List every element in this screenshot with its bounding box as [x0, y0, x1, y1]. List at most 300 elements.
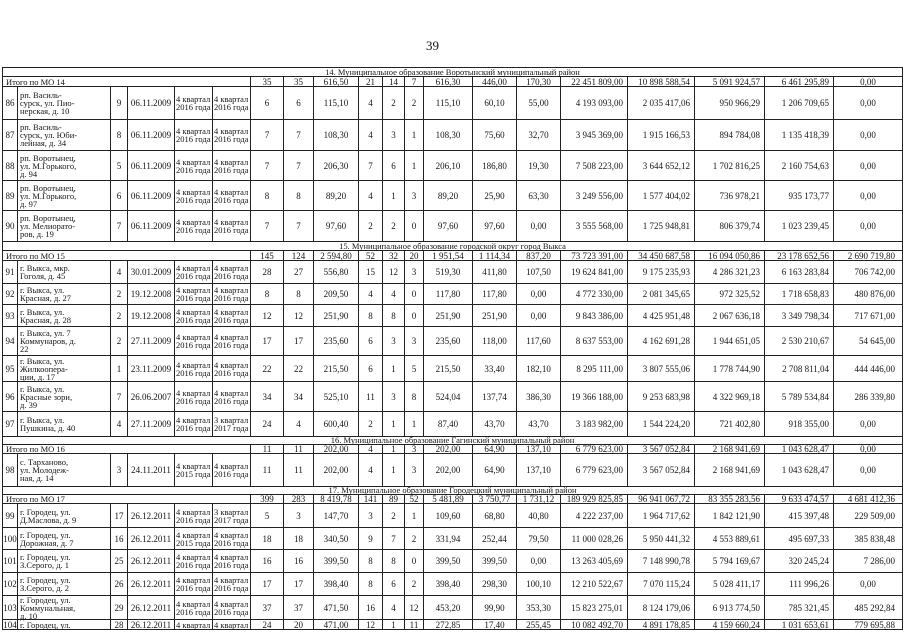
value-cell: 11 [359, 382, 383, 412]
start-period: 4 квартал 2016 года [175, 87, 213, 120]
total-label: Итого по МО 17 [3, 495, 251, 504]
value-cell: 96 941 067,72 [628, 495, 695, 504]
row-number: 98 [3, 454, 18, 487]
housing-program-table [2, 67, 903, 630]
value-cell: 64,90 [473, 445, 517, 454]
value-cell: 0 [405, 211, 424, 242]
value-cell: 87,40 [424, 412, 473, 437]
value-cell: 89 [383, 495, 405, 504]
document-number: 7 [111, 211, 128, 242]
value-cell: 721 402,80 [695, 412, 765, 437]
value-cell: 8 [359, 550, 383, 573]
value-cell: 19 366 188,00 [561, 382, 628, 412]
value-cell: 11 [405, 620, 424, 630]
value-cell: 43,70 [517, 412, 561, 437]
row-number: 99 [3, 504, 18, 528]
value-cell: 8 124 179,06 [628, 596, 695, 620]
value-cell: 4 [359, 181, 383, 211]
end-period: 4 квартал 2016 года [213, 528, 251, 550]
end-period: 4 квартал 2016 года [213, 305, 251, 327]
end-period: 4 квартал 2016 года [213, 454, 251, 487]
value-cell: 108,30 [424, 120, 473, 151]
end-period: 4 квартал 2016 года [213, 151, 251, 181]
section-title: 14. Муниципальное образование Воротынский муниципальный район [3, 68, 903, 77]
row-number: 87 [3, 120, 18, 151]
address-cell: с. Тарханово, ул. Молодеж- ная, д. 14 [18, 454, 111, 487]
value-cell: 706 742,00 [834, 261, 903, 284]
value-cell: 331,94 [424, 528, 473, 550]
value-cell: 3 644 652,12 [628, 151, 695, 181]
document-number: 29 [111, 596, 128, 620]
value-cell: 4 162 691,28 [628, 327, 695, 356]
value-cell: 1 031 653,61 [765, 620, 834, 630]
value-cell: 60,10 [473, 87, 517, 120]
start-period: 4 квартал [175, 620, 213, 630]
row-number: 95 [3, 356, 18, 382]
value-cell: 2 594,80 [314, 251, 359, 261]
address-cell: рп. Василь- сурск, ул. Пио- нерская, д. 10 [18, 87, 111, 120]
value-cell: 124 [284, 251, 314, 261]
value-cell: 4 322 969,18 [695, 382, 765, 412]
start-period: 4 квартал 2015 года [175, 454, 213, 487]
value-cell: 11 [284, 454, 314, 487]
value-cell: 4 [359, 454, 383, 487]
value-cell: 25,90 [473, 181, 517, 211]
value-cell: 2 160 754,63 [765, 151, 834, 181]
value-cell: 1 731,12 [517, 495, 561, 504]
value-cell: 1 964 717,62 [628, 504, 695, 528]
value-cell: 12 [359, 620, 383, 630]
value-cell: 252,44 [473, 528, 517, 550]
document-date: 06.11.2009 [128, 87, 175, 120]
value-cell: 2 035 417,06 [628, 87, 695, 120]
value-cell: 170,30 [517, 77, 561, 87]
row-number: 91 [3, 261, 18, 284]
row-number: 104 [3, 619, 17, 630]
address-cell: рп. Воротынец, ул. Мелиорато- ров, д. 19 [18, 211, 111, 242]
value-cell: 3 249 556,00 [561, 181, 628, 211]
value-cell: 0,00 [834, 77, 903, 87]
value-cell: 20 [405, 251, 424, 261]
value-cell: 398,40 [424, 573, 473, 596]
value-cell: 89,20 [424, 181, 473, 211]
value-cell: 0,00 [834, 445, 903, 454]
value-cell: 3 [405, 181, 424, 211]
address-cell: г. Городец, ул. Коммунальная, д. 10 [18, 596, 111, 620]
value-cell: 63,30 [517, 181, 561, 211]
value-cell: 525,10 [314, 382, 359, 412]
value-cell: 1 135 418,39 [765, 120, 834, 151]
document-date: 26.12.2011 [128, 504, 175, 528]
document-date: 27.11.2009 [128, 412, 175, 437]
value-cell: 1 944 651,05 [695, 327, 765, 356]
value-cell: 52 [405, 495, 424, 504]
value-cell: 1 [383, 620, 405, 630]
row-number: 101 [3, 550, 18, 573]
value-cell: 806 379,74 [695, 211, 765, 242]
value-cell: 0,00 [517, 211, 561, 242]
total-label: Итого по МО 14 [3, 77, 251, 87]
value-cell: 1 206 709,65 [765, 87, 834, 120]
value-cell: 4 553 889,61 [695, 528, 765, 550]
value-cell: 9 [359, 528, 383, 550]
value-cell: 34 450 687,58 [628, 251, 695, 261]
value-cell: 0,00 [834, 573, 903, 596]
value-cell: 1 043 628,47 [765, 445, 834, 454]
document-number: 25 [111, 550, 128, 573]
value-cell: 411,80 [473, 261, 517, 284]
value-cell: 0,00 [834, 211, 903, 242]
value-cell: 3 [383, 327, 405, 356]
address-cell: г. Городец, ул. Д.Маслова, д. 9 [18, 504, 111, 528]
value-cell: 1 [405, 120, 424, 151]
value-cell: 1 718 658,83 [765, 284, 834, 305]
value-cell: 1 [405, 412, 424, 437]
end-period: 4 квартал 2016 года [213, 87, 251, 120]
value-cell: 89,20 [314, 181, 359, 211]
start-period: 4 квартал 2016 года [175, 284, 213, 305]
value-cell: 5 091 924,57 [695, 77, 765, 87]
value-cell: 251,90 [314, 305, 359, 327]
value-cell: 2 [359, 412, 383, 437]
value-cell: 1 [383, 454, 405, 487]
value-cell: 8 [284, 284, 314, 305]
value-cell: 1 725 948,81 [628, 211, 695, 242]
value-cell: 1 [383, 445, 405, 454]
value-cell: 4 425 951,48 [628, 305, 695, 327]
address-cell: рп. Василь- сурск, ул. Юби- лейная, д. 34 [18, 120, 111, 151]
value-cell: 115,10 [424, 87, 473, 120]
start-period: 4 квартал 2016 года [175, 504, 213, 528]
value-cell: 10 898 588,54 [628, 77, 695, 87]
value-cell: 99,90 [473, 596, 517, 620]
value-cell: 0,00 [834, 181, 903, 211]
start-period: 4 квартал 2016 года [175, 596, 213, 620]
document-date: 19.12.2008 [128, 305, 175, 327]
document-number: 17 [111, 504, 128, 528]
value-cell: 83 355 283,56 [695, 495, 765, 504]
value-cell: 5 028 411,17 [695, 573, 765, 596]
value-cell: 6 913 774,50 [695, 596, 765, 620]
value-cell: 1 043 628,47 [765, 454, 834, 487]
value-cell: 21 [359, 77, 383, 87]
row-number: 92 [3, 284, 18, 305]
value-cell: 736 978,21 [695, 181, 765, 211]
row-number: 102 [3, 573, 18, 596]
value-cell: 837,20 [517, 251, 561, 261]
value-cell: 32 [383, 251, 405, 261]
end-period: 4 квартал 2016 года [213, 120, 251, 151]
value-cell: 4 681 412,36 [834, 495, 903, 504]
value-cell: 189 929 825,85 [561, 495, 628, 504]
value-cell: 137,10 [517, 454, 561, 487]
document-date: 26.12.2011 [128, 550, 175, 573]
value-cell: 12 210 522,67 [561, 573, 628, 596]
value-cell: 9 843 386,00 [561, 305, 628, 327]
address-cell: г. Городец, ул. [18, 620, 111, 630]
value-cell: 950 966,29 [695, 87, 765, 120]
value-cell: 17,40 [473, 620, 517, 630]
value-cell: 8 [405, 382, 424, 412]
value-cell: 9 175 235,93 [628, 261, 695, 284]
value-cell: 8 [359, 305, 383, 327]
start-period: 4 квартал 2016 года [175, 305, 213, 327]
value-cell: 2 168 941,69 [695, 445, 765, 454]
document-date: 06.11.2009 [128, 151, 175, 181]
value-cell: 480 876,00 [834, 284, 903, 305]
start-period: 4 квартал 2016 года [175, 356, 213, 382]
value-cell: 8 637 553,00 [561, 327, 628, 356]
value-cell: 0 [405, 550, 424, 573]
value-cell: 398,40 [314, 573, 359, 596]
value-cell: 471,50 [314, 596, 359, 620]
document-number: 4 [111, 261, 128, 284]
value-cell: 4 [359, 445, 383, 454]
value-cell: 717 671,00 [834, 305, 903, 327]
value-cell: 3 [383, 382, 405, 412]
value-cell: 2 [405, 573, 424, 596]
document-number: 2 [111, 305, 128, 327]
section-title: 15. Муниципальное образование городской округ город Выкса [3, 242, 903, 251]
value-cell: 2 [383, 211, 405, 242]
value-cell: 3 [284, 504, 314, 528]
row-number: 90 [3, 211, 18, 242]
value-cell: 7 [251, 211, 284, 242]
start-period: 4 квартал 2016 года [175, 120, 213, 151]
value-cell: 3 555 568,00 [561, 211, 628, 242]
row-number: 94 [3, 327, 18, 356]
value-cell: 1 [383, 181, 405, 211]
value-cell: 7 508 223,00 [561, 151, 628, 181]
value-cell: 8 [251, 284, 284, 305]
value-cell: 11 [251, 445, 284, 454]
value-cell: 202,00 [424, 445, 473, 454]
value-cell: 12 [405, 596, 424, 620]
value-cell: 1 [383, 412, 405, 437]
row-number: 100 [3, 528, 18, 550]
value-cell: 22 [251, 356, 284, 382]
section-title: 17. Муниципальное образование Городецкий муниципальный район [3, 487, 903, 495]
value-cell: 7 286,00 [834, 550, 903, 573]
value-cell: 11 000 028,26 [561, 528, 628, 550]
value-cell: 0,00 [517, 305, 561, 327]
value-cell: 37 [251, 596, 284, 620]
end-period: 4 квартал 2016 года [213, 596, 251, 620]
value-cell: 453,20 [424, 596, 473, 620]
value-cell: 202,00 [424, 454, 473, 487]
value-cell: 13 263 405,69 [561, 550, 628, 573]
start-period: 4 квартал 2015 года [175, 528, 213, 550]
value-cell: 2 690 719,80 [834, 251, 903, 261]
value-cell: 115,10 [314, 87, 359, 120]
value-cell: 4 [383, 596, 405, 620]
value-cell: 108,30 [314, 120, 359, 151]
value-cell: 894 784,08 [695, 120, 765, 151]
value-cell: 1 [383, 356, 405, 382]
value-cell: 519,30 [424, 261, 473, 284]
value-cell: 7 070 115,24 [628, 573, 695, 596]
value-cell: 202,00 [314, 454, 359, 487]
end-period: 4 квартал 2016 года [213, 261, 251, 284]
value-cell: 524,04 [424, 382, 473, 412]
value-cell: 495 697,33 [765, 528, 834, 550]
value-cell: 2 081 345,65 [628, 284, 695, 305]
value-cell: 43,70 [473, 412, 517, 437]
value-cell: 2 530 210,67 [765, 327, 834, 356]
start-period: 4 квартал 2016 года [175, 181, 213, 211]
end-period: 3 квартал 2017 года [213, 504, 251, 528]
value-cell: 182,10 [517, 356, 561, 382]
value-cell: 7 [284, 151, 314, 181]
document-number: 1 [111, 356, 128, 382]
value-cell: 206,10 [424, 151, 473, 181]
value-cell: 3 349 798,34 [765, 305, 834, 327]
value-cell: 34 [284, 382, 314, 412]
value-cell: 64,90 [473, 454, 517, 487]
value-cell: 15 [359, 261, 383, 284]
value-cell: 15 823 275,01 [561, 596, 628, 620]
value-cell: 1 544 224,20 [628, 412, 695, 437]
value-cell: 3 [383, 120, 405, 151]
value-cell: 7 [284, 211, 314, 242]
value-cell: 485 292,84 [834, 596, 903, 620]
value-cell: 19 624 841,00 [561, 261, 628, 284]
value-cell: 8 [359, 573, 383, 596]
document-number: 2 [111, 284, 128, 305]
value-cell: 137,10 [517, 445, 561, 454]
address-cell: г. Выкса, ул. 7 Коммунаров, д. 22 [18, 327, 111, 356]
value-cell: 1 951,54 [424, 251, 473, 261]
page-number: 39 [426, 38, 439, 53]
value-cell: 52 [359, 251, 383, 261]
start-period: 4 квартал 2016 года [175, 382, 213, 412]
total-label: Итого по МО 16 [3, 445, 251, 454]
value-cell: 18 [251, 528, 284, 550]
value-cell: 5 789 534,84 [765, 382, 834, 412]
value-cell: 6 461 295,89 [765, 77, 834, 87]
value-cell: 2 168 941,69 [695, 454, 765, 487]
value-cell: 935 173,77 [765, 181, 834, 211]
value-cell: 1 [405, 151, 424, 181]
value-cell: 16 [284, 550, 314, 573]
address-cell: г. Выкса, ул. Красная, д. 27 [18, 284, 111, 305]
value-cell: 6 [359, 356, 383, 382]
document-date: 26.12.2011 [128, 596, 175, 620]
value-cell: 3 567 052,84 [628, 445, 695, 454]
value-cell: 556,80 [314, 261, 359, 284]
value-cell: 145 [251, 251, 284, 261]
total-label: Итого по МО 15 [3, 251, 251, 261]
value-cell: 5 950 441,32 [628, 528, 695, 550]
value-cell: 97,60 [424, 211, 473, 242]
end-period: 4 квартал 2016 года [213, 550, 251, 573]
document-date: 26.06.2007 [128, 382, 175, 412]
value-cell: 918 355,00 [765, 412, 834, 437]
value-cell: 0,00 [834, 120, 903, 151]
value-cell: 16 [251, 550, 284, 573]
value-cell: 3 945 369,00 [561, 120, 628, 151]
value-cell: 283 [284, 495, 314, 504]
document-date: 26.12.2011 [128, 573, 175, 596]
value-cell: 0 [405, 284, 424, 305]
value-cell: 272,85 [424, 620, 473, 630]
value-cell: 471,00 [314, 620, 359, 630]
value-cell: 9 253 683,98 [628, 382, 695, 412]
value-cell: 6 [251, 87, 284, 120]
value-cell: 0,00 [517, 550, 561, 573]
value-cell: 399,50 [314, 550, 359, 573]
value-cell: 8 [383, 305, 405, 327]
row-number: 89 [3, 181, 18, 211]
value-cell: 24 [251, 412, 284, 437]
value-cell: 8 419,78 [314, 495, 359, 504]
value-cell: 22 [284, 356, 314, 382]
end-period: 4 квартал 2016 года [213, 181, 251, 211]
value-cell: 972 325,52 [695, 284, 765, 305]
value-cell: 399 [251, 495, 284, 504]
value-cell: 3 [405, 261, 424, 284]
value-cell: 6 [383, 151, 405, 181]
value-cell: 9 633 474,57 [765, 495, 834, 504]
value-cell: 3 [405, 445, 424, 454]
row-number: 86 [3, 87, 18, 120]
value-cell: 35 [251, 77, 284, 87]
value-cell: 186,80 [473, 151, 517, 181]
value-cell: 33,40 [473, 356, 517, 382]
document-number: 28 [111, 620, 128, 630]
value-cell: 68,80 [473, 504, 517, 528]
value-cell: 3 [359, 504, 383, 528]
value-cell: 4 [383, 284, 405, 305]
value-cell: 1 778 744,90 [695, 356, 765, 382]
document-number: 26 [111, 573, 128, 596]
value-cell: 2 [383, 504, 405, 528]
end-period: 4 квартал 2016 года [213, 211, 251, 242]
row-number: 103 [3, 596, 18, 620]
value-cell: 616,50 [314, 77, 359, 87]
value-cell: 17 [251, 327, 284, 356]
value-cell: 55,00 [517, 87, 561, 120]
document-number: 9 [111, 87, 128, 120]
value-cell: 444 446,00 [834, 356, 903, 382]
value-cell: 137,74 [473, 382, 517, 412]
document-number: 6 [111, 181, 128, 211]
document-date: 24.11.2011 [128, 454, 175, 487]
value-cell: 17 [251, 573, 284, 596]
address-cell: г. Выкса, мкр. Гоголя, д. 45 [18, 261, 111, 284]
value-cell: 16 094 050,86 [695, 251, 765, 261]
document-date: 19.12.2008 [128, 284, 175, 305]
document-number: 7 [111, 382, 128, 412]
value-cell: 11 [284, 445, 314, 454]
row-number: 97 [3, 412, 18, 437]
value-cell: 415 397,48 [765, 504, 834, 528]
document-date: 23.11.2009 [128, 356, 175, 382]
value-cell: 40,80 [517, 504, 561, 528]
start-period: 4 квартал 2016 года [175, 261, 213, 284]
value-cell: 7 [251, 151, 284, 181]
value-cell: 2 [359, 211, 383, 242]
value-cell: 5 481,89 [424, 495, 473, 504]
value-cell: 20 [284, 620, 314, 630]
value-cell: 75,60 [473, 120, 517, 151]
value-cell: 147,70 [314, 504, 359, 528]
address-cell: г. Городец, ул. З.Серого, д. 2 [18, 573, 111, 596]
value-cell: 18 [284, 528, 314, 550]
value-cell: 73 723 391,00 [561, 251, 628, 261]
end-period: 4 квартал [213, 620, 251, 630]
value-cell: 353,30 [517, 596, 561, 620]
